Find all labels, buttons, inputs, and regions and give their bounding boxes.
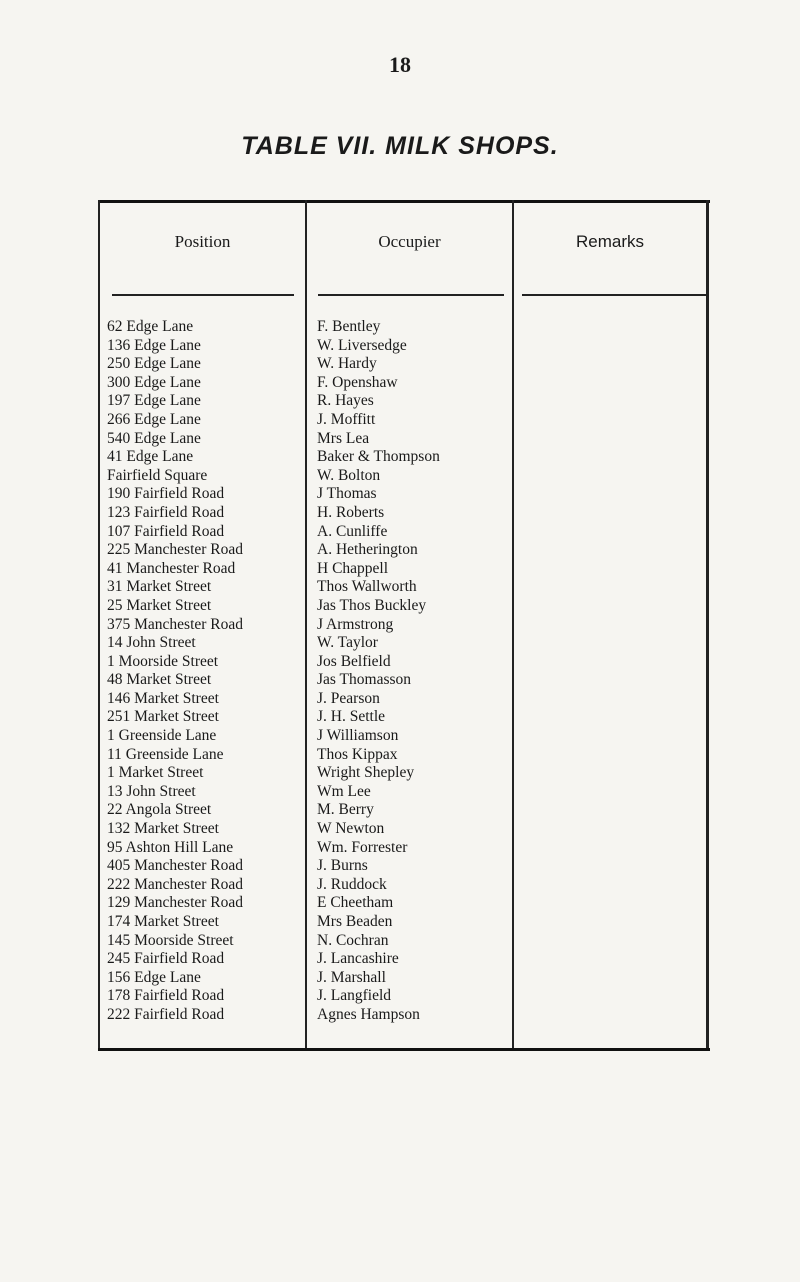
cell-occupier: Mrs Beaden (317, 913, 393, 930)
cell-remarks (512, 616, 706, 635)
cell-remarks (512, 839, 706, 858)
cell-remarks (512, 392, 706, 411)
cell-remarks (512, 746, 706, 765)
cell-position: 1 Greenside Lane (107, 727, 217, 745)
cell-occupier: N. Cochran (317, 931, 389, 949)
cell-occupier: Jas Thomasson (317, 671, 412, 689)
cell-position: 48 Market Street (107, 671, 212, 689)
cell-position: 62 Edge Lane (107, 318, 194, 335)
table-row (98, 894, 706, 913)
cell-remarks (512, 801, 706, 820)
cell-occupier: J Williamson (317, 727, 399, 745)
cell-occupier: J Thomas (317, 485, 377, 503)
table-row (98, 355, 706, 374)
header-occupier: Occupier (378, 232, 441, 251)
table-row (98, 969, 706, 988)
cell-occupier: E Cheetham (317, 894, 394, 912)
cell-position: 266 Edge Lane (107, 410, 201, 428)
cell-position: 174 Market Street (107, 913, 219, 930)
cell-remarks (512, 541, 706, 560)
table-row (98, 616, 706, 635)
table-row (98, 411, 706, 430)
table-row (98, 671, 706, 690)
cell-position: 156 Edge Lane (107, 968, 201, 986)
cell-occupier: J. Burns (317, 857, 368, 875)
table-row (98, 764, 706, 783)
table-row (98, 876, 706, 895)
page-title: TABLE VII. MILK SHOPS. (241, 132, 559, 160)
cell-position: 14 John Street (107, 634, 196, 652)
cell-remarks (512, 950, 706, 969)
cell-position: 11 Greenside Lane (107, 745, 224, 763)
cell-remarks (512, 987, 706, 1006)
table-row (98, 690, 706, 709)
cell-occupier: R. Hayes (317, 392, 374, 410)
cell-remarks (512, 932, 706, 951)
cell-position: 251 Market Street (107, 708, 219, 726)
table-row (98, 783, 706, 802)
header-underline-occupier (318, 294, 504, 296)
cell-remarks (512, 355, 706, 374)
cell-position: 41 Edge Lane (107, 448, 194, 466)
table-row (98, 857, 706, 876)
table-row (98, 746, 706, 765)
cell-remarks (512, 318, 706, 337)
table-row (98, 541, 706, 560)
cell-remarks (512, 560, 706, 579)
cell-occupier: W. Liversedge (317, 336, 407, 354)
table-row (98, 448, 706, 467)
cell-position: 222 Fairfield Road (107, 1005, 225, 1023)
cell-occupier: A. Cunliffe (317, 522, 388, 540)
cell-remarks (512, 411, 706, 430)
cell-remarks (512, 467, 706, 486)
cell-position: 123 Fairfield Road (107, 503, 225, 521)
cell-occupier: J. Pearson (317, 689, 380, 707)
cell-occupier: Baker & Thompson (317, 448, 440, 466)
table-top-rule (98, 200, 710, 203)
cell-position: Fairfield Square (107, 466, 208, 484)
cell-occupier: Thos Kippax (317, 745, 398, 763)
cell-position: 31 Market Street (107, 578, 212, 596)
cell-position: 25 Market Street (107, 596, 212, 614)
cell-remarks (512, 764, 706, 783)
cell-remarks (512, 653, 706, 672)
table-row (98, 634, 706, 653)
cell-remarks (512, 485, 706, 504)
cell-position: 132 Market Street (107, 820, 219, 838)
table-row (98, 318, 706, 337)
cell-position: 405 Manchester Road (107, 857, 244, 875)
table-row (98, 801, 706, 820)
cell-position: 136 Edge Lane (107, 336, 201, 354)
table-row (98, 987, 706, 1006)
cell-position: 197 Edge Lane (107, 392, 201, 410)
cell-remarks (512, 504, 706, 523)
cell-remarks (512, 894, 706, 913)
table-row (98, 430, 706, 449)
cell-occupier: Wm Lee (317, 782, 371, 800)
cell-position: 300 Edge Lane (107, 373, 201, 391)
cell-position: 95 Ashton Hill Lane (107, 838, 234, 856)
cell-occupier: A. Hetherington (317, 541, 418, 559)
table-row (98, 560, 706, 579)
cell-remarks (512, 969, 706, 988)
table-row (98, 1006, 706, 1025)
cell-occupier: M. Berry (317, 801, 374, 819)
table-row (98, 504, 706, 523)
cell-remarks (512, 690, 706, 709)
table-row (98, 820, 706, 839)
cell-occupier: J. Ruddock (317, 875, 387, 893)
table-row (98, 708, 706, 727)
cell-occupier: J. H. Settle (317, 708, 386, 726)
cell-position: 222 Manchester Road (107, 875, 244, 893)
table-row (98, 337, 706, 356)
cell-position: 22 Angola Street (107, 801, 212, 819)
table-row (98, 392, 706, 411)
cell-remarks (512, 448, 706, 467)
header-remarks: Remarks (575, 232, 644, 251)
header-underline-position (112, 294, 294, 296)
header-underline-remarks (522, 294, 706, 296)
cell-position: 107 Fairfield Road (107, 522, 225, 540)
cell-occupier: Agnes Hampson (317, 1005, 420, 1023)
cell-position: 145 Moorside Street (107, 931, 234, 949)
table-row (98, 485, 706, 504)
cell-occupier: W Newton (317, 820, 385, 838)
cell-position: 146 Market Street (107, 689, 219, 707)
header-position: Position (174, 232, 231, 251)
cell-position: 190 Fairfield Road (107, 485, 225, 503)
cell-occupier: Mrs Lea (317, 429, 370, 447)
cell-occupier: Jas Thos Buckley (317, 596, 427, 614)
milk-shops-table (98, 200, 710, 1052)
cell-position: 225 Manchester Road (107, 541, 244, 559)
cell-occupier: J. Langfield (317, 987, 392, 1005)
cell-occupier: Jos Belfield (317, 652, 391, 670)
cell-position: 1 Moorside Street (107, 652, 219, 670)
cell-position: 178 Fairfield Road (107, 987, 225, 1005)
cell-occupier: J. Marshall (317, 968, 386, 986)
cell-position: 1 Market Street (107, 764, 204, 782)
table-row (98, 932, 706, 951)
cell-remarks (512, 1006, 706, 1025)
cell-position: 250 Edge Lane (107, 355, 201, 373)
table-row (98, 374, 706, 393)
cell-remarks (512, 597, 706, 616)
table-row (98, 727, 706, 746)
cell-remarks (512, 578, 706, 597)
cell-remarks (512, 374, 706, 393)
cell-occupier: W. Bolton (317, 466, 381, 484)
cell-remarks (512, 727, 706, 746)
cell-remarks (512, 708, 706, 727)
table-row (98, 653, 706, 672)
table-row (98, 839, 706, 858)
table-row (98, 950, 706, 969)
cell-remarks (512, 671, 706, 690)
cell-occupier: F. Bentley (317, 318, 381, 335)
cell-occupier: F. Openshaw (317, 373, 398, 391)
table-row (98, 597, 706, 616)
cell-remarks (512, 857, 706, 876)
cell-occupier: H. Roberts (317, 503, 385, 521)
cell-position: 41 Manchester Road (107, 559, 236, 577)
cell-occupier: J. Lancashire (317, 950, 399, 968)
table-row (98, 523, 706, 542)
table-row (98, 467, 706, 486)
table-body (98, 318, 706, 1025)
cell-occupier: Thos Wallworth (317, 578, 417, 596)
table-row (98, 578, 706, 597)
cell-occupier: Wm. Forrester (317, 838, 408, 856)
table-row (98, 913, 706, 932)
cell-remarks (512, 783, 706, 802)
cell-position: 245 Fairfield Road (107, 950, 225, 968)
cell-remarks (512, 913, 706, 932)
cell-remarks (512, 430, 706, 449)
cell-occupier: W. Hardy (317, 355, 377, 373)
cell-occupier: H Chappell (317, 559, 389, 577)
cell-occupier: W. Taylor (317, 634, 378, 652)
cell-remarks (512, 337, 706, 356)
table-bottom-rule (98, 1048, 710, 1051)
cell-occupier: J. Moffitt (317, 410, 376, 428)
table-right-border (706, 200, 709, 1051)
cell-occupier: Wright Shepley (317, 764, 415, 782)
cell-position: 129 Manchester Road (107, 894, 244, 912)
cell-occupier: J Armstrong (317, 615, 394, 633)
cell-remarks (512, 820, 706, 839)
cell-position: 13 John Street (107, 782, 196, 800)
cell-remarks (512, 523, 706, 542)
cell-remarks (512, 634, 706, 653)
cell-position: 375 Manchester Road (107, 615, 244, 633)
page-number: 18 (389, 52, 411, 77)
cell-position: 540 Edge Lane (107, 429, 201, 447)
cell-remarks (512, 876, 706, 895)
